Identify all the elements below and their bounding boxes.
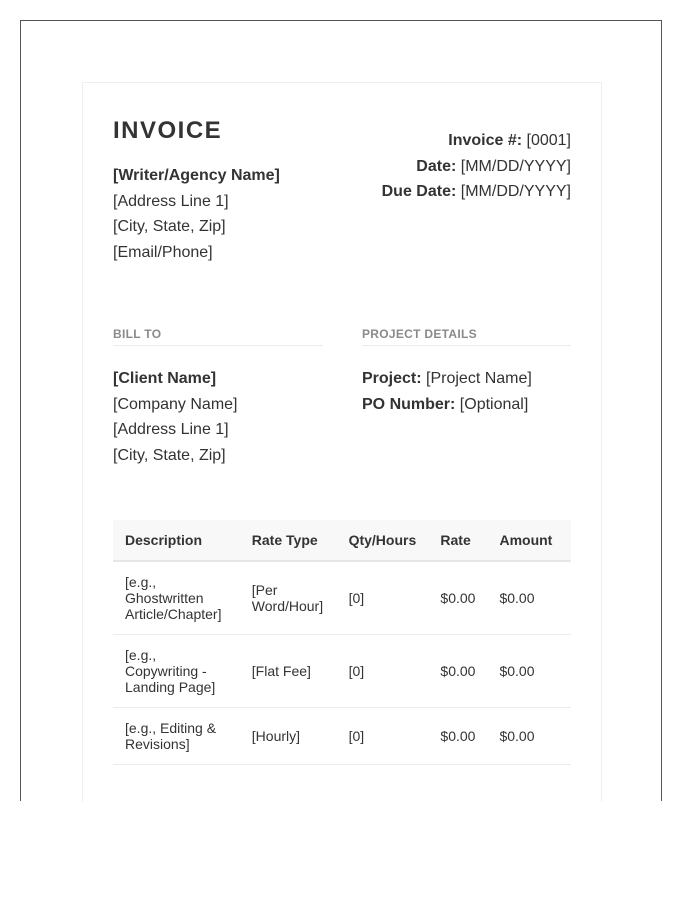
row-rate: $0.00: [428, 635, 487, 708]
bill-to-section: [113, 327, 323, 468]
project-label: Project:: [362, 370, 422, 387]
row-rate-type: [Flat Fee]: [240, 635, 337, 708]
sender-city-state-zip: [City, State, Zip]: [113, 218, 226, 235]
invoice-date-value: [MM/DD/YYYY]: [460, 157, 571, 175]
po-number-line: [362, 392, 571, 418]
page-frame: [20, 20, 662, 801]
invoice-date-label: Date:: [416, 157, 457, 175]
row-rate-type: [Hourly]: [240, 708, 337, 765]
header-amount: Amount: [487, 520, 571, 561]
row-amount: $0.00: [487, 561, 571, 635]
header-rate-type: Rate Type: [240, 520, 337, 561]
po-number-label: PO Number:: [362, 395, 456, 413]
header-qty-hours: Qty/Hours: [337, 520, 429, 561]
due-date-value: [MM/DD/YYYY]: [460, 183, 571, 200]
header-rate: Rate: [428, 520, 487, 561]
invoice-meta: [382, 128, 571, 205]
client-name: [Client Name]: [113, 370, 217, 387]
row-rate-type: [Per Word/Hour]: [240, 561, 337, 635]
po-number-value: [Optional]: [459, 395, 529, 413]
due-date-label: Due Date:: [381, 183, 457, 200]
due-date: [382, 179, 571, 205]
row-description: [e.g., Copywriting - Landing Page]: [113, 635, 240, 708]
sender-block: [113, 117, 280, 265]
row-qty: [0]: [337, 561, 429, 635]
row-qty: [0]: [337, 708, 429, 765]
invoice-title: INVOICE: [113, 117, 223, 144]
table-row: [113, 635, 571, 708]
sender-contact: [Email/Phone]: [113, 243, 213, 261]
bill-to-heading: BILL TO: [113, 327, 323, 346]
header-description: Description: [113, 520, 240, 561]
row-rate: $0.00: [428, 561, 487, 635]
client-city-state-zip: [City, State, Zip]: [113, 446, 226, 464]
table-header-row: [113, 520, 571, 561]
sender-name: [Writer/Agency Name]: [113, 167, 280, 184]
invoice-sheet: [82, 82, 602, 802]
line-items-table: [113, 520, 571, 765]
table-row: [113, 708, 571, 765]
invoice-number: [382, 128, 571, 154]
row-amount: $0.00: [487, 635, 571, 708]
sender-address-line1: [Address Line 1]: [113, 192, 229, 210]
invoice-date: [382, 154, 571, 180]
row-description: [e.g., Ghostwritten Article/Chapter]: [113, 561, 240, 635]
row-rate: $0.00: [428, 708, 487, 765]
project-value: [Project Name]: [426, 370, 532, 387]
client-company: [Company Name]: [113, 395, 238, 413]
row-qty: [0]: [337, 635, 429, 708]
invoice-number-value: [0001]: [526, 132, 571, 149]
project-details-heading: PROJECT DETAILS: [362, 327, 571, 346]
invoice-number-label: Invoice #:: [448, 132, 523, 149]
row-description: [e.g., Editing & Revisions]: [113, 708, 240, 765]
table-row: [113, 561, 571, 635]
project-details-section: [362, 327, 571, 417]
project-line: [362, 366, 571, 392]
row-amount: $0.00: [487, 708, 571, 765]
client-address-line1: [Address Line 1]: [113, 421, 229, 438]
